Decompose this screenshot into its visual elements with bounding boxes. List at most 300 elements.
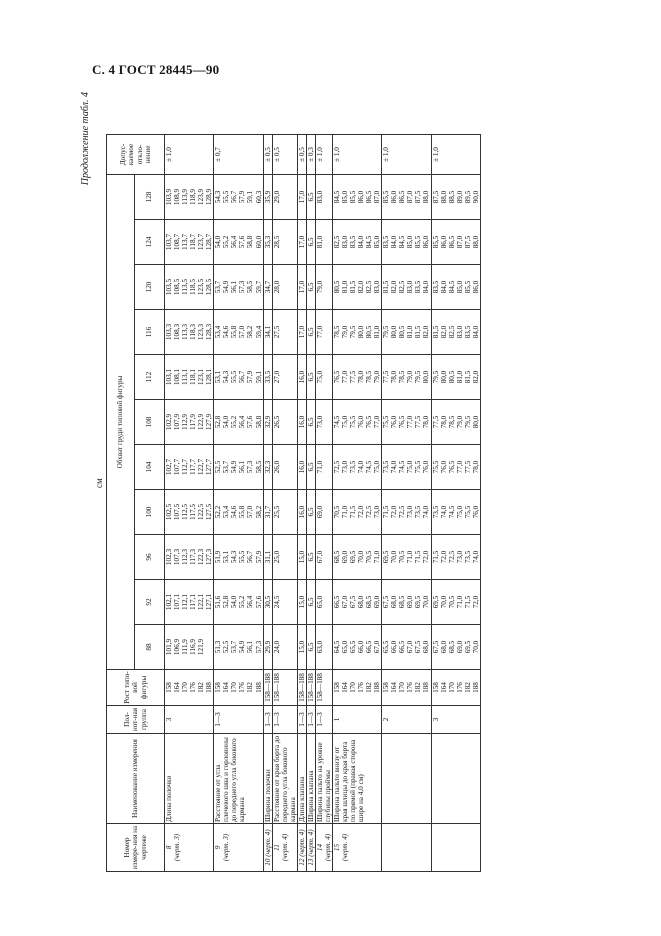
measurement-value: 127,3 bbox=[205, 548, 214, 566]
value-cell bbox=[332, 580, 381, 625]
measurement-value: 128,3 bbox=[205, 323, 214, 341]
value-cell bbox=[272, 535, 297, 580]
measurement-value: 57,6 bbox=[254, 595, 263, 609]
size-group: 1—3 bbox=[214, 706, 263, 734]
measurement-value: 65,5 bbox=[349, 640, 358, 654]
continuation-caption: Продолжение табл. 4 bbox=[80, 92, 91, 186]
measurement-value: 89,0 bbox=[455, 190, 464, 204]
measurement-value: 72,0 bbox=[439, 550, 448, 564]
measurement-value: 70,0 bbox=[422, 595, 431, 609]
measurement-value: 56,4 bbox=[238, 415, 247, 429]
measurement-value: 66,0 bbox=[390, 640, 399, 654]
tolerance-cell: ± 1,0 bbox=[165, 135, 214, 175]
measurement-value: 57,3 bbox=[238, 280, 247, 294]
measurement-value: 58,2 bbox=[254, 505, 263, 519]
measurement-value: 117,5 bbox=[189, 504, 198, 520]
measurement-value: 57,6 bbox=[246, 415, 255, 429]
measurement-value: 83,0 bbox=[315, 190, 324, 204]
measurement-value: 108,3 bbox=[173, 323, 182, 341]
height-cell bbox=[214, 670, 263, 706]
measurement-value: 85,5 bbox=[414, 235, 423, 249]
measurement-value: 6,5 bbox=[306, 417, 315, 427]
value-cell bbox=[431, 625, 480, 670]
measurement-value: 53,1 bbox=[222, 550, 231, 564]
measurement-value: 70,0 bbox=[390, 550, 399, 564]
measurement-value: 72,0 bbox=[357, 505, 366, 519]
measurement-name: Длина клапана bbox=[297, 734, 306, 824]
value-cell bbox=[214, 400, 263, 445]
measurement-value: 85,5 bbox=[349, 190, 358, 204]
tolerance-cell: ± 0,3 bbox=[306, 135, 315, 175]
height-cell bbox=[382, 670, 431, 706]
tolerance-cell: ± 1,0 bbox=[382, 135, 431, 175]
measurement-value: 128,9 bbox=[205, 188, 214, 206]
measurement-value: 69,5 bbox=[463, 640, 472, 654]
height-value: 182 bbox=[246, 682, 255, 693]
measurement-value: 75,0 bbox=[315, 370, 324, 384]
measurement-value: 68,5 bbox=[447, 640, 456, 654]
value-cell bbox=[315, 535, 332, 580]
measurement-value: 30,5 bbox=[263, 595, 272, 609]
value-cell bbox=[165, 445, 214, 490]
value-cell bbox=[306, 265, 315, 310]
measurement-value: 28,5 bbox=[272, 235, 281, 249]
measurement-value: 107,1 bbox=[173, 593, 182, 611]
measurement-value: 77,5 bbox=[431, 415, 440, 429]
measurement-value: 54,0 bbox=[230, 595, 239, 609]
height-cell bbox=[297, 670, 306, 706]
value-cell bbox=[214, 175, 263, 220]
table-row bbox=[382, 135, 431, 872]
measurement-value: 6,5 bbox=[306, 597, 315, 607]
measurement-value: 83,0 bbox=[455, 325, 464, 339]
measurement-value: 81,0 bbox=[406, 325, 415, 339]
measurement-value: 68,0 bbox=[390, 595, 399, 609]
measurement-value: 83,5 bbox=[382, 235, 391, 249]
measurement-value: 75,5 bbox=[382, 415, 391, 429]
measurement-value: 81,5 bbox=[431, 325, 440, 339]
measurement-name bbox=[382, 734, 431, 824]
measurement-value: 67,0 bbox=[373, 640, 382, 654]
value-cell bbox=[332, 265, 381, 310]
column-header-name: Наименование измерения bbox=[107, 734, 165, 824]
measurement-value: 58,5 bbox=[254, 460, 263, 474]
measurement-value: 15,0 bbox=[297, 640, 306, 654]
measurement-value: 51,3 bbox=[214, 640, 223, 654]
measurement-value: 118,1 bbox=[189, 369, 198, 385]
measurement-value: 6,5 bbox=[306, 282, 315, 292]
measurement-value: 77,5 bbox=[382, 370, 391, 384]
measurement-value: 75,5 bbox=[463, 505, 472, 519]
value-cell bbox=[214, 310, 263, 355]
measurement-value: 103,5 bbox=[165, 278, 173, 296]
measurement-value: 58,8 bbox=[246, 235, 255, 249]
measurement-value: 55,8 bbox=[230, 325, 239, 339]
value-cell bbox=[297, 265, 306, 310]
measurement-value: 81,5 bbox=[414, 325, 423, 339]
measurement-value: 59,1 bbox=[246, 190, 255, 204]
measurement-value: 107,7 bbox=[173, 458, 182, 476]
value-cell bbox=[263, 490, 272, 535]
measurement-value: 53,4 bbox=[222, 505, 231, 519]
measurement-value: 87,0 bbox=[406, 190, 415, 204]
height-cell bbox=[165, 670, 214, 706]
size-group: 1—3 bbox=[297, 706, 306, 734]
height-value: 182 bbox=[197, 682, 206, 693]
value-cell bbox=[297, 490, 306, 535]
value-cell bbox=[263, 400, 272, 445]
measurement-value: 51,9 bbox=[214, 550, 223, 564]
measurement-value: 103,9 bbox=[165, 188, 173, 206]
measurement-value: 80,0 bbox=[422, 370, 431, 384]
value-cell bbox=[272, 400, 297, 445]
measurement-value: 127,7 bbox=[205, 458, 214, 476]
measurement-value: 112,5 bbox=[181, 504, 190, 520]
measurement-value: 68,0 bbox=[439, 640, 448, 654]
size-group: 1—3 bbox=[263, 706, 272, 734]
measurement-value: 75,0 bbox=[340, 415, 349, 429]
value-cell bbox=[306, 535, 315, 580]
measurements-table bbox=[106, 134, 481, 872]
height-value: 158—188 bbox=[306, 673, 315, 702]
measurement-value: 66,5 bbox=[398, 640, 407, 654]
value-cell bbox=[165, 265, 214, 310]
table-row bbox=[431, 135, 480, 872]
measurement-value: 60,3 bbox=[254, 190, 263, 204]
measurement-value: 27,5 bbox=[272, 325, 281, 339]
measurement-value: 84,0 bbox=[439, 280, 448, 294]
measurement-value: 123,7 bbox=[197, 233, 206, 251]
measurement-value: 85,5 bbox=[382, 190, 391, 204]
measurement-value: 75,5 bbox=[349, 415, 358, 429]
size-group: 3 bbox=[431, 706, 480, 734]
measurement-value: 55,5 bbox=[238, 550, 247, 564]
measurement-value: 79,5 bbox=[463, 415, 472, 429]
measurement-value: 90,0 bbox=[471, 190, 480, 204]
measurement-value: 84,5 bbox=[365, 235, 374, 249]
value-cell bbox=[382, 445, 431, 490]
measurement-value: 74,5 bbox=[398, 460, 407, 474]
table-row bbox=[332, 135, 381, 872]
measurement-value: 75,0 bbox=[406, 460, 415, 474]
column-header-size: 100 bbox=[135, 490, 165, 535]
value-cell bbox=[306, 220, 315, 265]
measurement-value: 71,0 bbox=[455, 595, 464, 609]
value-cell bbox=[306, 400, 315, 445]
height-value: 182 bbox=[414, 682, 423, 693]
measurement-value: 123,5 bbox=[197, 278, 206, 296]
measurement-value: 6,5 bbox=[306, 642, 315, 652]
value-cell bbox=[306, 490, 315, 535]
unit-label: см bbox=[94, 478, 104, 488]
measurement-value: 75,0 bbox=[373, 460, 382, 474]
value-cell bbox=[263, 175, 272, 220]
measurement-value: 79,0 bbox=[340, 325, 349, 339]
measurement-value: 6,5 bbox=[306, 507, 315, 517]
measurement-value: 75,5 bbox=[414, 460, 423, 474]
measurement-value: 86,0 bbox=[422, 235, 431, 249]
measurement-value: 84,0 bbox=[357, 235, 366, 249]
height-value: 188 bbox=[422, 682, 431, 693]
measurement-value: 84,5 bbox=[398, 235, 407, 249]
measurement-value: 71,5 bbox=[382, 505, 391, 519]
measurement-number bbox=[382, 824, 431, 872]
measurement-value: 83,0 bbox=[406, 280, 415, 294]
measurement-value: 87,0 bbox=[373, 190, 382, 204]
size-group: 1—3 bbox=[306, 706, 315, 734]
measurement-value: 111,9 bbox=[181, 639, 190, 655]
height-value: 164 bbox=[222, 682, 231, 693]
measurement-value: 79,0 bbox=[455, 415, 464, 429]
measurement-value: 108,1 bbox=[173, 368, 182, 386]
measurement-value: 118,7 bbox=[189, 234, 198, 250]
measurement-value: 87,5 bbox=[463, 235, 472, 249]
measurement-number: 9 (черт. 3) bbox=[214, 824, 263, 872]
measurement-value: 118,9 bbox=[189, 189, 198, 205]
tolerance-cell: ± 1,0 bbox=[332, 135, 381, 175]
height-value: 170 bbox=[447, 682, 456, 693]
measurement-value: 67,5 bbox=[431, 640, 440, 654]
measurement-value: 76,5 bbox=[398, 415, 407, 429]
column-header-size: 92 bbox=[135, 580, 165, 625]
measurement-value: 79,0 bbox=[373, 370, 382, 384]
measurement-value: 72,5 bbox=[365, 505, 374, 519]
measurement-value: 54,9 bbox=[230, 460, 239, 474]
measurement-value: 78,0 bbox=[422, 415, 431, 429]
measurement-value: 25,0 bbox=[272, 550, 281, 564]
value-cell bbox=[306, 580, 315, 625]
measurement-value: 77,0 bbox=[406, 415, 415, 429]
measurement-value: 17,0 bbox=[297, 280, 306, 294]
measurement-value: 58,5 bbox=[246, 280, 255, 294]
measurement-value: 68,5 bbox=[365, 595, 374, 609]
measurement-value: 81,0 bbox=[340, 280, 349, 294]
column-header-size: 104 bbox=[135, 445, 165, 490]
value-cell bbox=[315, 220, 332, 265]
value-cell bbox=[272, 355, 297, 400]
measurement-number: 14 (черт. 4) bbox=[315, 824, 332, 872]
measurement-value: 86,0 bbox=[471, 280, 480, 294]
measurement-value: 88,0 bbox=[439, 190, 448, 204]
measurement-value: 56,4 bbox=[230, 235, 239, 249]
value-cell bbox=[382, 265, 431, 310]
measurement-value: 78,0 bbox=[439, 415, 448, 429]
value-cell bbox=[214, 355, 263, 400]
value-cell bbox=[431, 535, 480, 580]
column-header-number: Номер измере-ния на чертеже bbox=[107, 824, 165, 872]
height-cell bbox=[263, 670, 272, 706]
value-cell bbox=[272, 310, 297, 355]
measurement-value: 69,5 bbox=[382, 550, 391, 564]
value-cell bbox=[431, 400, 480, 445]
measurement-value: 82,0 bbox=[471, 370, 480, 384]
measurement-value: 6,5 bbox=[306, 462, 315, 472]
value-cell bbox=[263, 580, 272, 625]
measurement-value: 15,0 bbox=[297, 595, 306, 609]
value-cell bbox=[263, 265, 272, 310]
measurement-value: 84,5 bbox=[332, 190, 341, 204]
measurement-value: 54,3 bbox=[222, 370, 231, 384]
value-cell bbox=[315, 310, 332, 355]
measurement-value: 69,0 bbox=[455, 640, 464, 654]
measurement-value: 53,7 bbox=[230, 640, 239, 654]
measurement-value: 53,7 bbox=[214, 280, 223, 294]
height-value: 158 bbox=[214, 682, 223, 693]
measurement-number: 15 (черт. 4) bbox=[332, 824, 381, 872]
size-group: 2 bbox=[382, 706, 431, 734]
measurement-value: 68,0 bbox=[422, 640, 431, 654]
measurement-value: 78,0 bbox=[357, 370, 366, 384]
measurement-value: 73,0 bbox=[340, 460, 349, 474]
measurement-value: 76,5 bbox=[447, 460, 456, 474]
height-value: 158—188 bbox=[272, 673, 281, 702]
measurement-value: 107,9 bbox=[173, 413, 182, 431]
measurement-value: 65,0 bbox=[340, 640, 349, 654]
measurement-value: 55,2 bbox=[238, 595, 247, 609]
tolerance-cell: ± 1,0 bbox=[315, 135, 332, 175]
measurement-value: 73,5 bbox=[463, 550, 472, 564]
height-cell bbox=[272, 670, 297, 706]
value-cell bbox=[382, 400, 431, 445]
measurement-value: 54,3 bbox=[214, 190, 223, 204]
value-cell bbox=[306, 175, 315, 220]
table-row bbox=[272, 135, 297, 872]
measurement-value: 79,5 bbox=[349, 325, 358, 339]
size-group: 1 bbox=[332, 706, 381, 734]
measurement-value: 17,0 bbox=[297, 325, 306, 339]
measurement-value: 69,0 bbox=[340, 550, 349, 564]
measurement-value: 6,5 bbox=[306, 372, 315, 382]
measurement-value: 57,9 bbox=[246, 370, 255, 384]
height-value: 176 bbox=[406, 682, 415, 693]
value-cell bbox=[297, 220, 306, 265]
measurement-value: 57,3 bbox=[246, 460, 255, 474]
value-cell bbox=[272, 580, 297, 625]
value-cell bbox=[431, 310, 480, 355]
value-cell bbox=[431, 220, 480, 265]
measurement-value: 87,0 bbox=[455, 235, 464, 249]
measurement-value: 31,7 bbox=[263, 505, 272, 519]
height-cell bbox=[306, 670, 315, 706]
measurement-value: 73,0 bbox=[406, 505, 415, 519]
measurement-value: 103,1 bbox=[165, 368, 173, 386]
measurement-value: 81,0 bbox=[373, 325, 382, 339]
measurement-value: 51,6 bbox=[214, 595, 223, 609]
measurement-value: 80,5 bbox=[447, 370, 456, 384]
column-header-tolerance: Допус-каемое откло-нение bbox=[107, 135, 165, 175]
measurement-value: 78,5 bbox=[332, 325, 341, 339]
value-cell bbox=[431, 580, 480, 625]
value-cell bbox=[332, 445, 381, 490]
measurement-value: 80,0 bbox=[390, 325, 399, 339]
measurement-value: 77,0 bbox=[455, 460, 464, 474]
measurement-value: 102,5 bbox=[165, 503, 173, 521]
measurement-value: 118,5 bbox=[189, 279, 198, 295]
measurement-value: 69,5 bbox=[349, 550, 358, 564]
measurement-value: 128,1 bbox=[205, 368, 214, 386]
measurement-value: 112,1 bbox=[181, 594, 190, 610]
height-value: 158 bbox=[165, 682, 173, 693]
measurement-value: 122,3 bbox=[197, 548, 206, 566]
height-value: 176 bbox=[238, 682, 247, 693]
measurement-value: 71,5 bbox=[414, 550, 423, 564]
measurement-name: Ширина пальто на уровне глубины проймы bbox=[315, 734, 332, 824]
value-cell bbox=[214, 220, 263, 265]
measurement-value: 76,0 bbox=[439, 460, 448, 474]
measurement-value: 72,0 bbox=[471, 595, 480, 609]
value-cell bbox=[315, 355, 332, 400]
measurement-value: 107,3 bbox=[173, 548, 182, 566]
measurement-value: 56,4 bbox=[246, 595, 255, 609]
measurement-value: 69,5 bbox=[431, 595, 440, 609]
measurement-name: Расстояние от края борта до переднего угла бокового кармана bbox=[272, 734, 297, 824]
measurement-value: 53,7 bbox=[222, 460, 231, 474]
value-cell bbox=[382, 535, 431, 580]
measurement-value: 77,0 bbox=[315, 325, 324, 339]
measurement-value: 27,0 bbox=[272, 370, 281, 384]
measurement-value: 77,0 bbox=[373, 415, 382, 429]
value-cell bbox=[165, 175, 214, 220]
measurement-value: 77,0 bbox=[340, 370, 349, 384]
measurement-value: 78,5 bbox=[447, 415, 456, 429]
measurement-value: 102,9 bbox=[165, 413, 173, 431]
value-cell bbox=[165, 580, 214, 625]
height-value: 176 bbox=[357, 682, 366, 693]
measurement-value: 102,7 bbox=[165, 458, 173, 476]
height-value: 158—188 bbox=[315, 673, 324, 702]
measurement-value: 57,3 bbox=[254, 640, 263, 654]
value-cell bbox=[315, 445, 332, 490]
measurement-value: 85,0 bbox=[455, 280, 464, 294]
measurement-value: 57,6 bbox=[238, 235, 247, 249]
measurement-value: 73,0 bbox=[455, 550, 464, 564]
value-cell bbox=[272, 175, 297, 220]
measurement-value: 68,0 bbox=[357, 595, 366, 609]
measurement-value: 78,0 bbox=[471, 460, 480, 474]
value-cell bbox=[263, 310, 272, 355]
measurement-value: 70,0 bbox=[439, 595, 448, 609]
measurement-value: 117,7 bbox=[189, 459, 198, 475]
size-group: 3 bbox=[165, 706, 214, 734]
table-row bbox=[263, 135, 272, 872]
value-cell bbox=[332, 175, 381, 220]
measurement-value: 74,0 bbox=[439, 505, 448, 519]
measurement-value: 76,0 bbox=[471, 505, 480, 519]
measurement-value: 112,9 bbox=[181, 414, 190, 430]
measurement-value: 80,0 bbox=[357, 325, 366, 339]
measurement-value: 79,0 bbox=[406, 370, 415, 384]
measurement-value: 65,5 bbox=[382, 640, 391, 654]
measurement-value: 55,5 bbox=[230, 370, 239, 384]
value-cell bbox=[272, 220, 297, 265]
value-cell bbox=[165, 535, 214, 580]
measurement-value: 88,0 bbox=[471, 235, 480, 249]
measurement-value: 74,5 bbox=[447, 505, 456, 519]
value-cell bbox=[431, 355, 480, 400]
measurement-value: 127,5 bbox=[205, 503, 214, 521]
measurement-value: 86,5 bbox=[398, 190, 407, 204]
column-header-group: Пол-нот-ная группа bbox=[107, 706, 165, 734]
measurement-value: 54,6 bbox=[230, 505, 239, 519]
value-cell bbox=[214, 445, 263, 490]
table-row bbox=[165, 135, 214, 872]
value-cell bbox=[306, 355, 315, 400]
measurement-value: 85,5 bbox=[431, 235, 440, 249]
measurement-value: 84,0 bbox=[422, 280, 431, 294]
measurement-value: 53,1 bbox=[214, 370, 223, 384]
measurement-value: 76,0 bbox=[390, 415, 399, 429]
value-cell bbox=[297, 625, 306, 670]
